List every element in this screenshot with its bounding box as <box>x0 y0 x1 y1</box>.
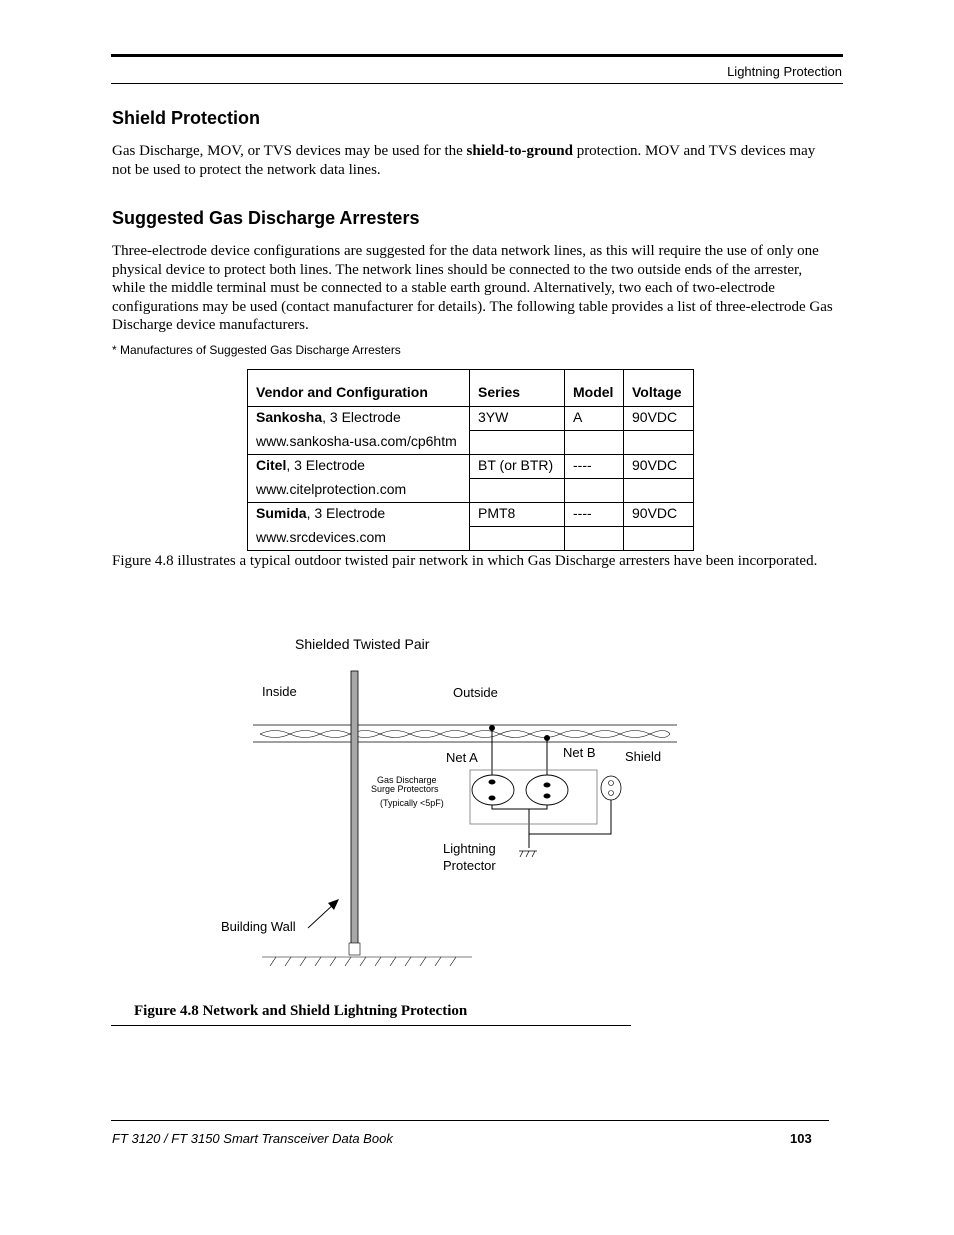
header-voltage: Voltage <box>624 370 694 407</box>
model-cell: ---- <box>565 455 624 479</box>
gas-label-3: (Typically <5pF) <box>380 798 444 808</box>
twisted-pair-cable <box>253 725 677 742</box>
gas-label-1: Gas Discharge <box>377 775 437 785</box>
shield-para-text-2: protection. MOV and TVS devices may not be used to protect the network data lines. <box>112 143 816 178</box>
building-wall-label: Building Wall <box>221 919 296 934</box>
vendor-name: Citel <box>256 457 287 473</box>
gas-discharge-tube-b <box>526 775 568 805</box>
vendor-name: Sankosha <box>256 409 323 425</box>
empty-cell <box>470 431 565 455</box>
network-diagram <box>200 610 700 980</box>
vendor-cell <box>248 503 470 527</box>
vendor-name: Sumida <box>256 505 307 521</box>
empty-cell <box>624 479 694 503</box>
vendor-url: www.srcdevices.com <box>248 527 470 551</box>
vendor-cell <box>248 407 470 431</box>
protector-label-2: Protector <box>443 858 496 873</box>
shield-label: Shield <box>625 749 662 764</box>
empty-cell <box>470 479 565 503</box>
empty-cell <box>565 527 624 551</box>
table-row-url <box>248 479 694 503</box>
gas-label-2: Surge Protectors <box>371 784 439 794</box>
footer-page-number: 103 <box>790 1131 812 1146</box>
series-cell: PMT8 <box>470 503 565 527</box>
model-cell: A <box>565 407 624 431</box>
table-header-row <box>248 370 694 407</box>
figure-intro-paragraph: Figure 4.8 illustrates a typical outdoor twisted pair network in which Gas Discharge arresters have been incorporated. <box>112 553 818 569</box>
voltage-cell: 90VDC <box>624 407 694 431</box>
running-header: Lightning Protection <box>727 64 842 79</box>
series-cell: BT (or BTR) <box>470 455 565 479</box>
model-cell: ---- <box>565 503 624 527</box>
vendor-config: , 3 Electrode <box>286 457 365 473</box>
heading-shield-protection: Shield Protection <box>112 108 261 128</box>
net-a-label: Net A <box>446 750 478 765</box>
vendor-cell <box>248 455 470 479</box>
header-model: Model <box>565 370 624 407</box>
building-wall <box>351 671 358 953</box>
caption-rule <box>111 1025 631 1026</box>
protector-label-1: Lightning <box>443 841 496 856</box>
ground-hatch <box>262 957 472 966</box>
empty-cell <box>565 431 624 455</box>
diagram-title: Shielded Twisted Pair <box>295 636 430 652</box>
header-series: Series <box>470 370 565 407</box>
heading-gas-discharge: Suggested Gas Discharge Arresters <box>112 208 420 228</box>
gas-discharge-tube-a <box>472 775 514 805</box>
voltage-cell: 90VDC <box>624 455 694 479</box>
manufacturers-table <box>247 369 694 551</box>
outside-label: Outside <box>453 685 498 700</box>
footer-rule <box>111 1120 829 1121</box>
empty-cell <box>624 527 694 551</box>
vendor-url: www.sankosha-usa.com/cp6htm <box>248 431 470 455</box>
empty-cell <box>624 431 694 455</box>
table-row <box>248 407 694 431</box>
empty-cell <box>470 527 565 551</box>
vendor-config: , 3 Electrode <box>306 505 386 521</box>
vendor-url: www.citelprotection.com <box>248 479 470 503</box>
vendor-config: , 3 Electrode <box>322 409 401 425</box>
inside-label: Inside <box>262 684 297 699</box>
table-row <box>248 503 694 527</box>
series-cell: 3YW <box>470 407 565 431</box>
header-rule <box>111 83 843 84</box>
table-row-url <box>248 431 694 455</box>
earth-ground-symbol <box>519 851 537 857</box>
header-top-rule <box>111 54 843 57</box>
table-row-url <box>248 527 694 551</box>
shield-para-bold: shield-to-ground <box>466 143 573 159</box>
voltage-cell: 90VDC <box>624 503 694 527</box>
footer-book-title: FT 3120 / FT 3150 Smart Transceiver Data Book <box>112 1131 393 1146</box>
shield-protector <box>601 776 621 800</box>
wall-pointer-arrow <box>308 899 339 928</box>
figure-caption: Figure 4.8 Network and Shield Lightning Protection <box>134 1003 468 1019</box>
table-row <box>248 455 694 479</box>
empty-cell <box>565 479 624 503</box>
shield-para-text-1: Gas Discharge, MOV, or TVS devices may be used for the <box>112 143 467 159</box>
table-note: * Manufactures of Suggested Gas Discharge Arresters <box>112 343 401 357</box>
header-vendor: Vendor and Configuration <box>248 370 470 407</box>
shield-paragraph <box>112 142 834 179</box>
net-b-label: Net B <box>563 745 596 760</box>
gas-paragraph: Three-electrode device configurations are suggested for the data network lines, as this will require the use of only one physical device to protect both lines. The network lines should be connected to the two outside ends of the arrester, while the middle terminal must be connected to a stable earth ground. Alternatively, two each of two-electrode configurations may be used (contact manufacturer for details). The following table provides a list of three-electrode Gas Discharge device manufacturers. <box>112 243 833 333</box>
wall-footing <box>349 943 360 955</box>
